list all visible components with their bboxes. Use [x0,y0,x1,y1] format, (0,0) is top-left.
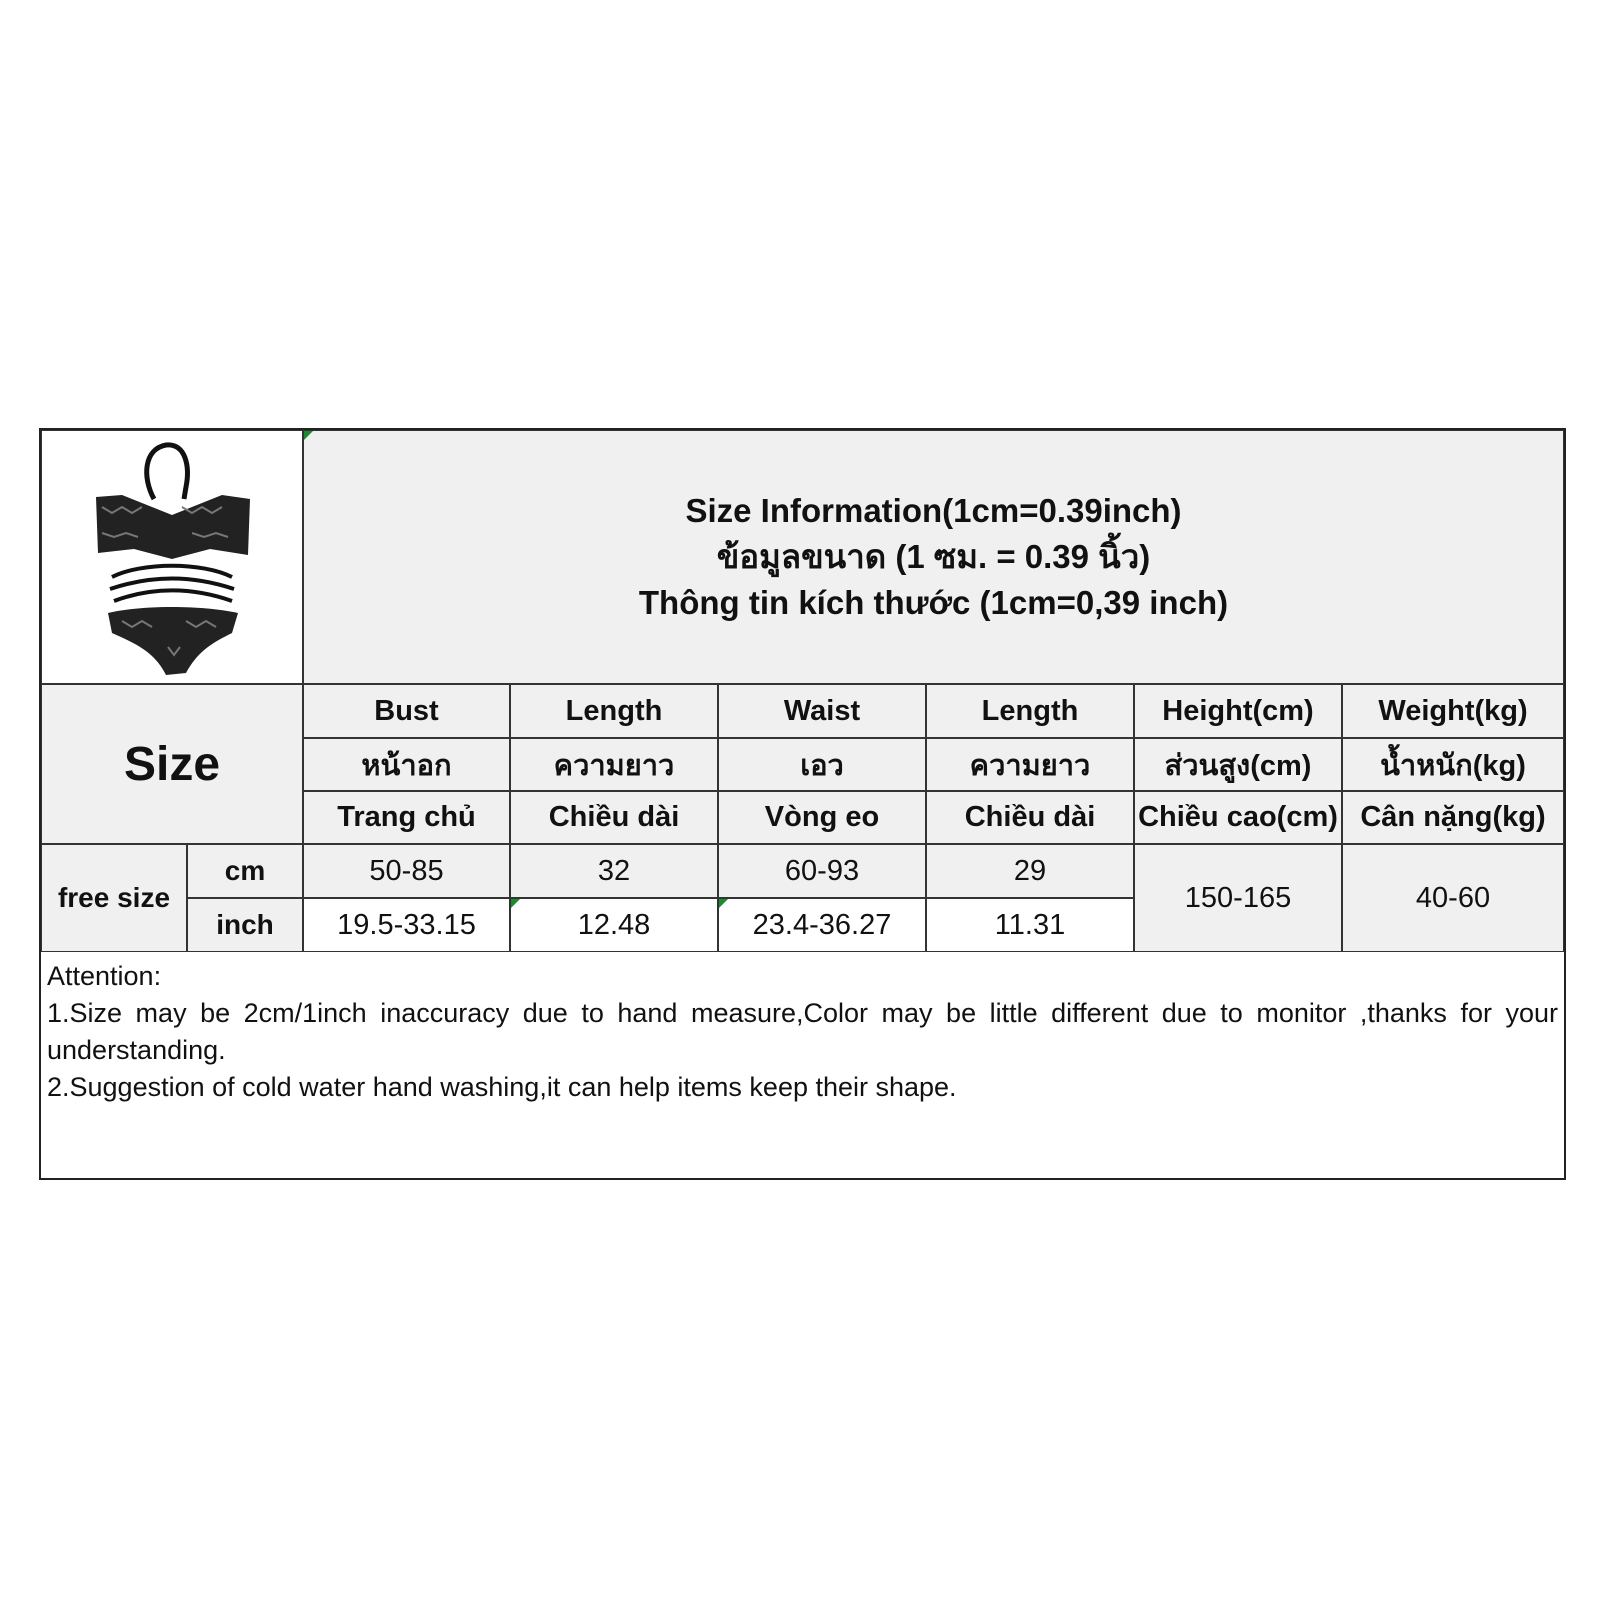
col-header-waist-en: Waist [718,684,926,738]
col-header-bust-vi: Trang chủ [303,791,510,844]
col-header-height-th: ส่วนสูง(cm) [1134,738,1342,791]
height-value: 150-165 [1134,844,1342,952]
title-thai: ข้อมูลขนาด (1 ซม. = 0.39 นิ้ว) [716,538,1151,575]
size-chart [39,428,1566,1180]
product-image-cell [41,430,303,684]
col-header-waist-vi: Vòng eo [718,791,926,844]
col-header-weight-th: น้ำหนัก(kg) [1342,738,1564,791]
cm-value-waist: 60-93 [718,844,926,898]
col-header-length2-en: Length [926,684,1134,738]
col-header-weight-vi: Cân nặng(kg) [1342,791,1564,844]
cell-corner-marker [719,899,728,908]
inch-value-length2: 11.31 [926,898,1134,952]
col-header-bust-th: หน้าอก [303,738,510,791]
col-header-height-vi: Chiều cao(cm) [1134,791,1342,844]
cm-value-length: 32 [510,844,718,898]
attention-heading: Attention: [47,961,162,991]
weight-value: 40-60 [1342,844,1564,952]
attention-line-1: 1.Size may be 2cm/1inch inaccuracy due to hand measure,Color may be little different due to monitor ,thanks for your understanding. [47,998,1558,1065]
cell-corner-marker [304,431,313,440]
cell-corner-marker [511,899,520,908]
size-name: free size [57,882,171,913]
inch-value-waist-text: 23.4-36.27 [752,908,892,941]
inch-value-length-text: 12.48 [577,908,651,941]
col-header-length-vi: Chiều dài [510,791,718,844]
attention-line-2: 2.Suggestion of cold water hand washing,it can help items keep their shape. [47,1072,957,1102]
size-name-cell [41,844,187,952]
col-header-height-en: Height(cm) [1134,684,1342,738]
inch-value-length [510,898,718,952]
col-header-weight-en: Weight(kg) [1342,684,1564,738]
col-header-length2-th: ความยาว [926,738,1134,791]
col-header-waist-th: เอว [718,738,926,791]
col-header-length-th: ความยาว [510,738,718,791]
cm-value-bust: 50-85 [303,844,510,898]
unit-inch-label: inch [187,898,303,952]
title-vietnamese: Thông tin kích thước (1cm=0,39 inch) [638,584,1229,621]
lingerie-set-image [82,437,262,677]
inch-value-waist [718,898,926,952]
inch-value-bust: 19.5-33.15 [303,898,510,952]
size-header-cell [41,684,303,844]
unit-cm-label: cm [187,844,303,898]
cm-value-length2: 29 [926,844,1134,898]
title-english: Size Information(1cm=0.39inch) [685,492,1182,529]
col-header-length2-vi: Chiều dài [926,791,1134,844]
attention-notes [41,956,1564,1178]
size-label: Size [123,737,221,791]
col-header-bust-en: Bust [303,684,510,738]
col-header-length-en: Length [510,684,718,738]
title-cell [303,430,1564,684]
